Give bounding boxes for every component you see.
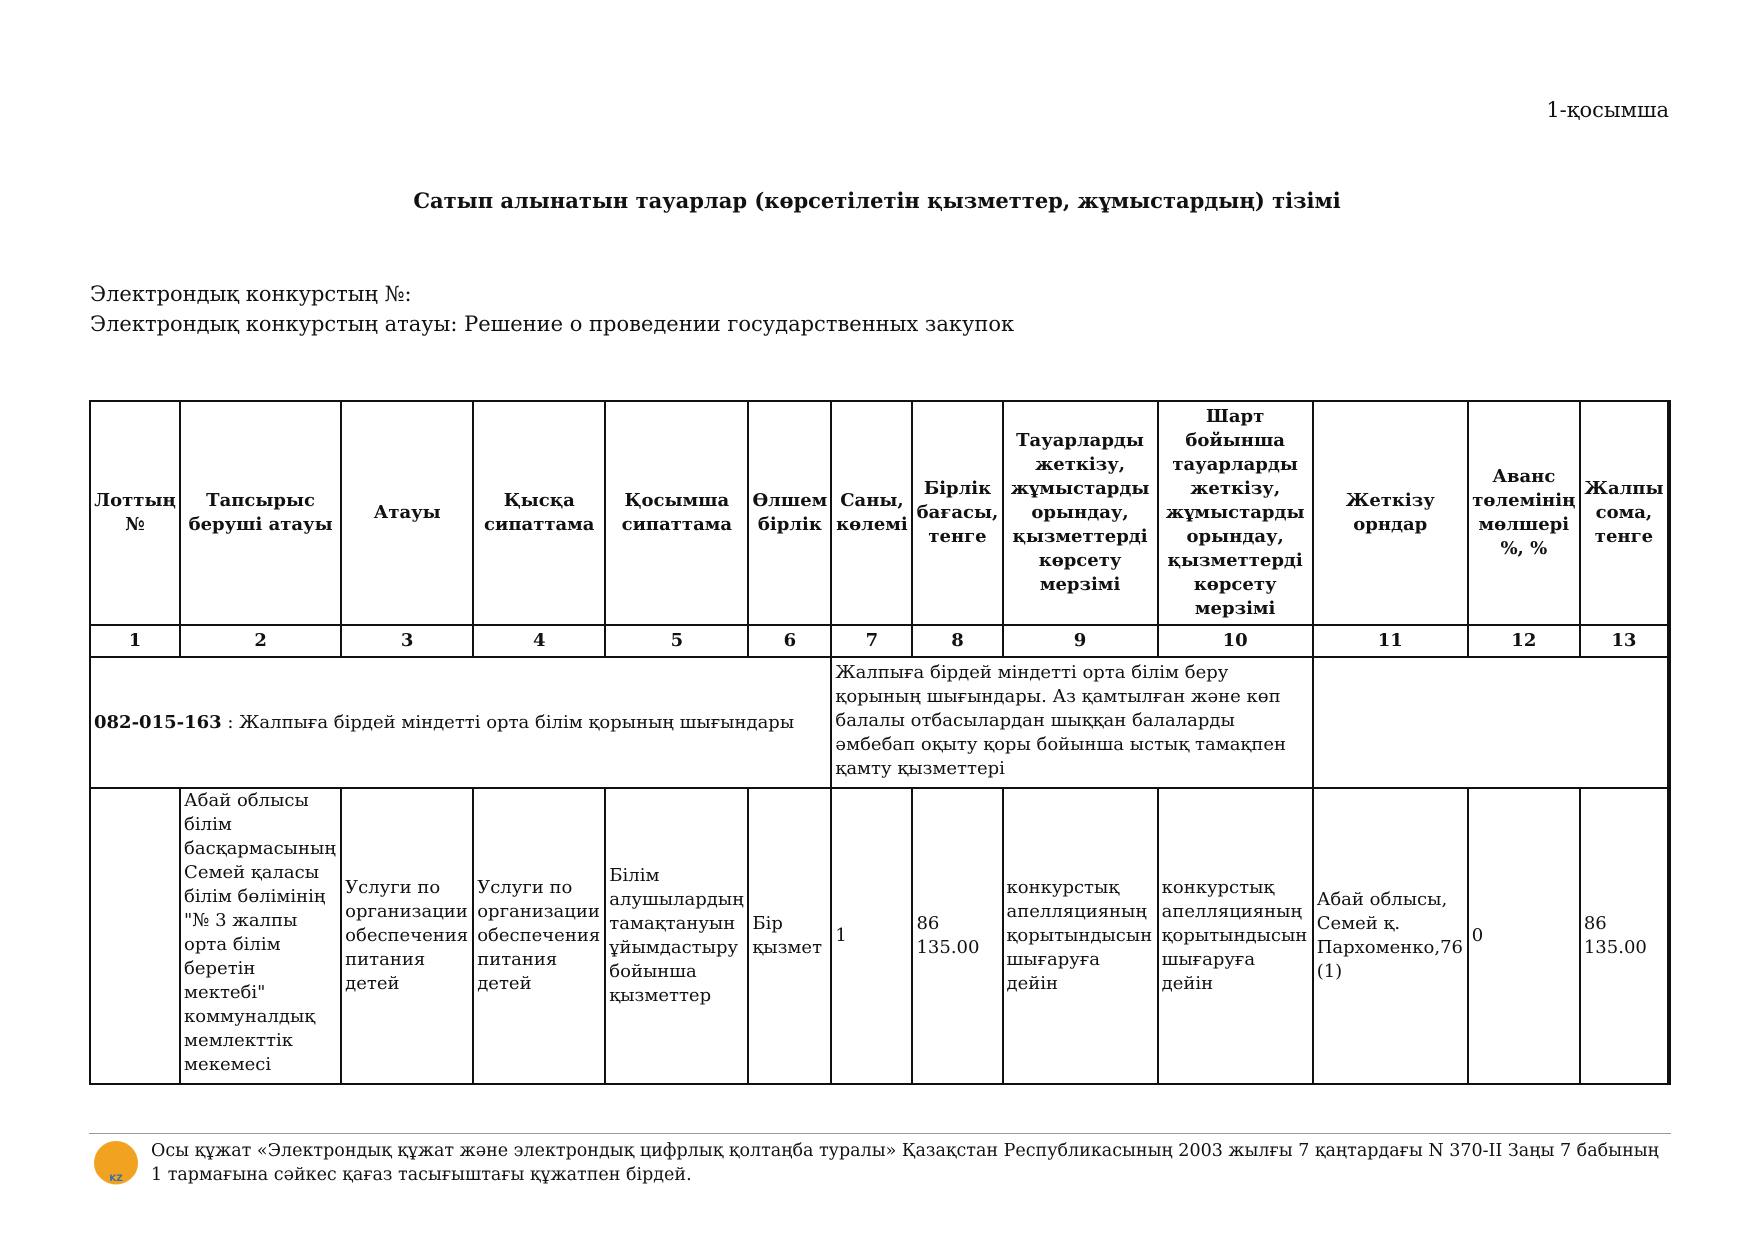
- budget-group-extra: [1313, 657, 1669, 788]
- column-number: 7: [831, 625, 912, 657]
- cell-customer: Абай облысы білім басқармасының Семей қаласы білім бөлімінің "№ 3 жалпы орта білім беретін мектебі" коммуналдық мемлекттік мекемесі: [180, 788, 341, 1084]
- contest-number-label: Электрондық конкурстың №:: [90, 282, 412, 306]
- contest-name-value: Решение о проведении государственных закупок: [464, 312, 1015, 336]
- column-number: 8: [912, 625, 1002, 657]
- egov-logo-text: KZ: [109, 1174, 123, 1184]
- contest-name-label: Электрондық конкурстың атауы:: [90, 312, 458, 336]
- cell-name: Услуги по организации обеспечения питания детей: [341, 788, 473, 1084]
- header-unit-price: Бірлік бағасы, тенге: [912, 401, 1002, 625]
- column-number: 6: [748, 625, 831, 657]
- column-number: 3: [341, 625, 473, 657]
- column-number: 2: [180, 625, 341, 657]
- header-qty: Саны, көлемі: [831, 401, 912, 625]
- budget-group-description: Жалпыға бірдей міндетті орта білім беру қорының шығындары. Аз қамтылған және көп балалы отбасылардан шыққан балаларды әмбебап оқыту қоры бойынша ыстық тамақпен қамту қызметтері: [831, 657, 1312, 788]
- cell-lot-no: [90, 788, 180, 1084]
- column-number: 10: [1158, 625, 1313, 657]
- cell-advance: 0: [1468, 788, 1580, 1084]
- header-customer: Тапсырыс беруші атауы: [180, 401, 341, 625]
- header-total: Жалпы сома, тенге: [1580, 401, 1669, 625]
- header-contract-term: Шарт бойынша тауарларды жеткізу, жұмыстарды орындау, қызметтерді көрсету мерзімі: [1158, 401, 1313, 625]
- budget-group-title: [90, 657, 831, 788]
- document-title: Сатып алынатын тауарлар (көрсетілетін қызметтер, жұмыстардың) тізімі: [413, 188, 1341, 213]
- header-lot-no: Лоттың №: [90, 401, 180, 625]
- egov-logo: [92, 1139, 140, 1187]
- table-row: [90, 788, 1669, 1084]
- legal-footnote: Осы құжат «Электрондық құжат және электрондық цифрлық қолтаңба туралы» Қазақстан Республикасының 2003 жылғы 7 қаңтардағы N 370-II Заңы 7 бабының 1 тармағына сәйкес қағаз тасығыштағы құжатпен бірдей.: [151, 1141, 1659, 1185]
- footer-divider: [89, 1133, 1671, 1134]
- column-number: 4: [473, 625, 605, 657]
- lots-table: [89, 400, 1671, 1085]
- column-number: 5: [605, 625, 748, 657]
- cell-qty: 1: [831, 788, 912, 1084]
- header-extra-desc: Қосымша сипаттама: [605, 401, 748, 625]
- contest-name: [90, 312, 1014, 336]
- cell-delivery-place: Абай облысы, Семей қ. Пархоменко,76 (1): [1313, 788, 1468, 1084]
- column-number: 11: [1313, 625, 1468, 657]
- column-number: 12: [1468, 625, 1580, 657]
- cell-unit: Бір қызмет: [748, 788, 831, 1084]
- contest-number: [90, 282, 412, 306]
- budget-program-name: : Жалпыға бірдей міндетті орта білім қорының шығындары: [221, 711, 795, 733]
- header-delivery-place: Жеткізу орндар: [1313, 401, 1468, 625]
- column-number-row: [90, 625, 1669, 657]
- budget-group-row: [90, 657, 1669, 788]
- column-number: 9: [1003, 625, 1158, 657]
- header-name: Атауы: [341, 401, 473, 625]
- cell-unit-price: 86 135.00: [912, 788, 1002, 1084]
- cell-delivery-term: конкурстық апелляцияның қорытындысын шығаруға дейін: [1003, 788, 1158, 1084]
- header-row: [90, 401, 1669, 625]
- cell-contract-term: конкурстық апелляцияның қорытындысын шығаруға дейін: [1158, 788, 1313, 1084]
- cell-total: 86 135.00: [1580, 788, 1669, 1084]
- column-number: 1: [90, 625, 180, 657]
- header-unit: Өлшем бірлік: [748, 401, 831, 625]
- header-advance: Аванс төлемінің мөлшері %, %: [1468, 401, 1580, 625]
- header-delivery-term: Тауарларды жеткізу, жұмыстарды орындау, қызметтерді көрсету мерзімі: [1003, 401, 1158, 625]
- cell-extra-desc: Білім алушылардың тамақтануын ұйымдастыру бойынша қызметтер: [605, 788, 748, 1084]
- budget-program-code: 082-015-163: [94, 711, 222, 733]
- header-short-desc: Қысқа сипаттама: [473, 401, 605, 625]
- cell-short-desc: Услуги по организации обеспечения питания детей: [473, 788, 605, 1084]
- annex-label: 1-қосымша: [1546, 98, 1669, 122]
- column-number: 13: [1580, 625, 1669, 657]
